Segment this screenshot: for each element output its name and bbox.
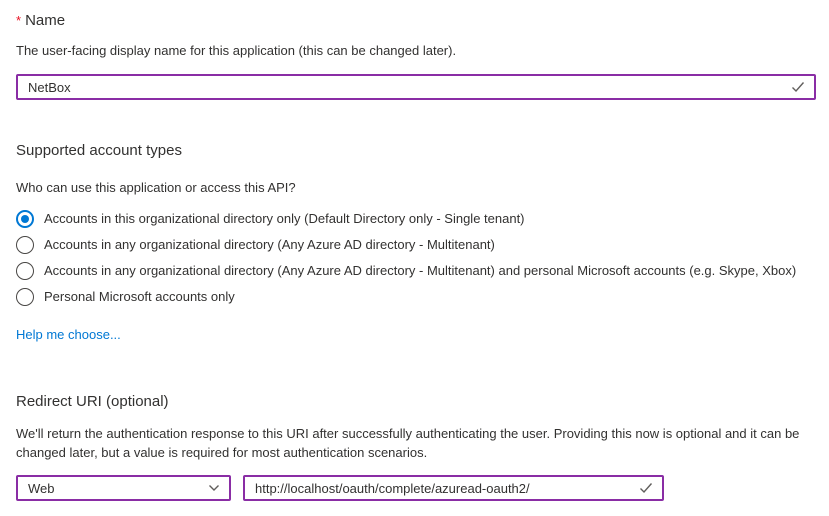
valid-checkmark-icon (790, 79, 806, 95)
name-input[interactable] (18, 76, 814, 98)
radio-button-icon (16, 236, 34, 254)
radio-option-label: Accounts in any organizational directory (Any Azure AD directory - Multitenant) (44, 237, 495, 252)
radio-button-icon (16, 262, 34, 280)
redirect-uri-input-container (243, 475, 664, 501)
account-types-radio-group (16, 206, 816, 310)
name-section-title-text: Name (25, 12, 66, 29)
radio-option-label: Personal Microsoft accounts only (44, 289, 235, 304)
radio-option-single-tenant[interactable] (16, 206, 816, 232)
name-section (16, 12, 816, 100)
platform-type-selected-value: Web (28, 480, 55, 496)
redirect-uri-controls (16, 475, 816, 501)
help-me-choose-link[interactable]: Help me choose... (16, 327, 121, 342)
radio-option-label: Accounts in this organizational directory only (Default Directory only - Single tenant) (44, 211, 525, 226)
radio-option-multitenant-personal[interactable] (16, 258, 816, 284)
valid-checkmark-icon (638, 480, 654, 496)
account-types-title: Supported account types (16, 142, 182, 159)
platform-type-dropdown[interactable] (16, 475, 231, 501)
radio-option-multitenant[interactable] (16, 232, 816, 258)
name-input-container (16, 74, 816, 100)
redirect-uri-title: Redirect URI (optional) (16, 393, 169, 410)
radio-button-icon (16, 210, 34, 228)
supported-account-types-section (16, 142, 816, 344)
name-description: The user-facing display name for this application (this can be changed later). (16, 43, 457, 58)
radio-option-label: Accounts in any organizational directory (Any Azure AD directory - Multitenant) and personal Microsoft accounts (e.g. Skype, Xbox) (44, 263, 797, 278)
chevron-down-icon (207, 481, 221, 495)
account-types-question: Who can use this application or access this API? (16, 180, 296, 195)
name-section-title (16, 12, 816, 30)
radio-option-personal-only[interactable] (16, 284, 816, 310)
redirect-uri-description: We'll return the authentication response to this URI after successfully authenticating the user. Providing this now is optional and it can be changed later, but a value is required for most authentication scenarios. (16, 426, 800, 460)
redirect-uri-input[interactable] (245, 477, 662, 499)
required-asterisk: * (16, 13, 22, 28)
radio-button-icon (16, 288, 34, 306)
redirect-uri-section (16, 393, 816, 501)
